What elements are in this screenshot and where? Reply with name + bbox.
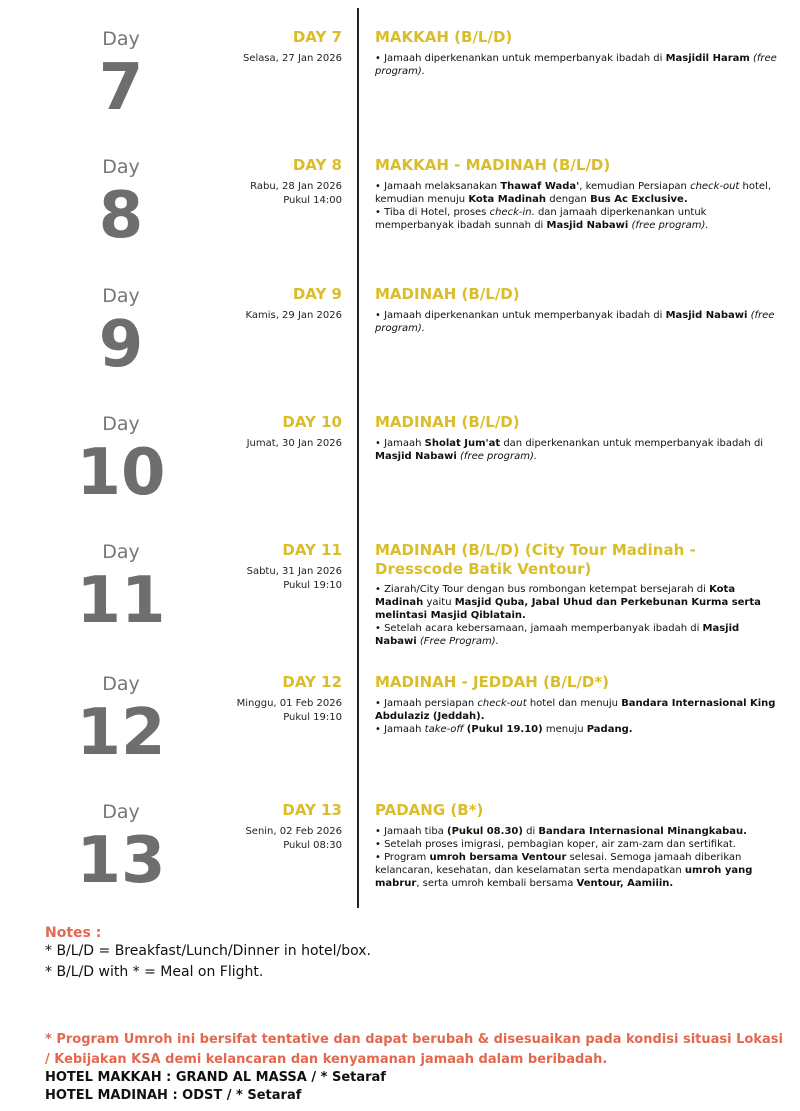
bold-text: Ventour, Aamiiin. — [576, 878, 674, 889]
text-segment: • Jamaah diperkenankan untuk memperbanyak ibadah di — [375, 310, 666, 321]
description-bullet — [375, 206, 780, 232]
day-date-line: Pukul 19:10 — [283, 712, 342, 723]
day-code: DAY 13 — [282, 801, 342, 819]
day-title: MADINAH (B/L/D) — [375, 285, 520, 303]
italic-text: (free program). — [631, 220, 709, 231]
bold-text: Masjid Nabawi — [375, 451, 457, 462]
description-bullet — [375, 437, 780, 463]
day-date-line: Minggu, 01 Feb 2026 — [236, 698, 342, 709]
text-segment: hotel dan menuju — [526, 698, 622, 709]
description-bullet — [375, 838, 780, 851]
text-segment: , serta umroh kembali bersama — [416, 878, 577, 889]
day-word-label: Day — [102, 541, 140, 563]
description-bullet — [375, 583, 780, 622]
day-date-line: Pukul 19:10 — [283, 580, 342, 591]
text-segment: • Setelah acara kebersamaan, jamaah memperbanyak ibadah di — [375, 623, 703, 634]
text-segment: selesai. Semoga jamaah diberikan kelancaran, kesehatan, dan keselamatan serta mendapatkan — [375, 852, 742, 876]
text-segment: • Setelah proses imigrasi, pembagian koper, air zam-zam dan sertifikat. — [375, 839, 736, 850]
day-date-line: Kamis, 29 Jan 2026 — [245, 310, 342, 321]
day-code: DAY 7 — [292, 28, 342, 46]
day-number: 12 — [76, 696, 166, 770]
day-number: 10 — [76, 436, 166, 510]
day-date-line: Selasa, 27 Jan 2026 — [242, 53, 342, 64]
bold-text: Masjid Nabawi — [546, 220, 629, 231]
bold-text: Kota Madinah — [468, 194, 547, 205]
day-title: MADINAH - JEDDAH (B/L/D*) — [375, 673, 610, 691]
bold-text: Bandara Internasional Minangkabau. — [538, 826, 747, 837]
day-date — [200, 697, 342, 725]
day-number: 7 — [98, 51, 144, 125]
text-segment: hotel, kemudian menuju — [375, 181, 772, 205]
bold-text: Masjid Nabawi — [375, 623, 740, 647]
notes-line-bld: * B/L/D = Breakfast/Lunch/Dinner in hotel/box. — [45, 943, 371, 959]
italic-text: take-off — [424, 724, 464, 735]
bold-text: Masjidil Haram — [665, 53, 750, 64]
bold-text: Thawaf Wada' — [500, 181, 580, 192]
day-description — [375, 180, 780, 232]
text-segment: dan jamaah diperkenankan untuk memperbanyak ibadah sunnah di — [375, 207, 707, 231]
day-code: DAY 8 — [292, 156, 342, 174]
italic-text: (free program). — [460, 451, 538, 462]
day-description — [375, 52, 780, 78]
text-segment: • Jamaah persiapan — [375, 698, 478, 709]
description-bullet — [375, 622, 780, 648]
bold-text: Masjid Quba, Jabal Uhud dan Perkebunan Kurma serta melintasi Masjid Qiblatain. — [375, 597, 761, 621]
bold-text: Bandara Internasional King Abdulaziz (Jeddah). — [375, 698, 776, 722]
description-bullet — [375, 723, 780, 736]
day-word-label: Day — [102, 28, 140, 50]
day-date — [200, 52, 342, 66]
hotel-madinah: HOTEL MADINAH : ODST / * Setaraf — [45, 1088, 302, 1103]
day-title: MAKKAH - MADINAH (B/L/D) — [375, 156, 611, 174]
text-segment: , kemudian Persiapan — [579, 181, 691, 192]
day-number: 8 — [98, 179, 144, 253]
timeline-divider — [357, 8, 359, 908]
day-code: DAY 12 — [282, 673, 342, 691]
day-description — [375, 437, 780, 463]
day-date-line: Jumat, 30 Jan 2026 — [246, 438, 342, 449]
text-segment: • Jamaah melaksanakan — [375, 181, 501, 192]
day-word-label: Day — [102, 801, 140, 823]
day-date — [200, 565, 342, 593]
day-description — [375, 697, 780, 736]
bold-text: Sholat Jum'at — [424, 438, 501, 449]
day-description — [375, 309, 780, 335]
italic-text: (free program). — [375, 53, 777, 77]
hotel-makkah: HOTEL MAKKAH : GRAND AL MASSA / * Setaraf — [45, 1070, 386, 1085]
day-date — [200, 309, 342, 323]
day-code: DAY 11 — [282, 541, 342, 559]
day-code: DAY 10 — [282, 413, 342, 431]
day-word-label: Day — [102, 285, 140, 307]
disclaimer-text: * Program Umroh ini bersifat tentative dan dapat berubah & disesuaikan pada kondisi situasi Lokasi / Kebijakan KSA demi kelancaran dan kenyamanan jamaah dalam beribadah. — [45, 1032, 783, 1067]
notes-title: Notes : — [45, 925, 102, 941]
day-number: 11 — [76, 564, 166, 638]
description-bullet — [375, 309, 780, 335]
bold-text: Masjid Nabawi — [665, 310, 748, 321]
italic-text: check-out — [477, 698, 527, 709]
text-segment: • Jamaah — [375, 438, 425, 449]
day-word-label: Day — [102, 156, 140, 178]
italic-text: check-out — [690, 181, 740, 192]
description-bullet — [375, 697, 780, 723]
text-segment: dan diperkenankan untuk memperbanyak ibadah di — [500, 438, 764, 449]
day-date — [200, 825, 342, 853]
bold-text: (Pukul 19.10) — [466, 724, 543, 735]
text-segment: • Program — [375, 852, 430, 863]
description-bullet — [375, 180, 780, 206]
day-date-line: Senin, 02 Feb 2026 — [245, 826, 342, 837]
bold-text: umroh yang mabrur — [375, 865, 753, 889]
day-date-line: Sabtu, 31 Jan 2026 — [246, 566, 342, 577]
bold-text: Padang. — [586, 724, 633, 735]
text-segment: • Jamaah diperkenankan untuk memperbanyak ibadah di — [375, 53, 666, 64]
day-title: MADINAH (B/L/D) (City Tour Madinah - Dresscode Batik Ventour) — [375, 541, 696, 578]
day-date — [200, 180, 342, 208]
text-segment: • Jamaah tiba — [375, 826, 448, 837]
day-description — [375, 825, 780, 890]
text-segment: • Jamaah — [375, 724, 425, 735]
notes-line-meal-flight: * B/L/D with * = Meal on Flight. — [45, 964, 264, 980]
day-date — [200, 437, 342, 451]
italic-text: (free program). — [375, 310, 775, 334]
text-segment: menuju — [542, 724, 587, 735]
day-date-line: Pukul 14:00 — [283, 195, 342, 206]
day-code: DAY 9 — [292, 285, 342, 303]
text-segment: di — [522, 826, 539, 837]
italic-text: check-in. — [489, 207, 535, 218]
day-title: PADANG (B*) — [375, 801, 484, 819]
day-number: 13 — [76, 824, 166, 898]
bold-text: Kota Madinah — [375, 584, 736, 608]
day-description — [375, 583, 780, 648]
day-word-label: Day — [102, 673, 140, 695]
text-segment: yaitu — [423, 597, 455, 608]
text-segment: dengan — [546, 194, 591, 205]
description-bullet — [375, 851, 780, 890]
day-date-line: Pukul 08:30 — [283, 840, 342, 851]
day-word-label: Day — [102, 413, 140, 435]
description-bullet — [375, 825, 780, 838]
day-number: 9 — [98, 308, 144, 382]
description-bullet — [375, 52, 780, 78]
bold-text: Bus Ac Exclusive. — [590, 194, 688, 205]
italic-text: (Free Program). — [419, 636, 499, 647]
day-title: MAKKAH (B/L/D) — [375, 28, 513, 46]
day-title: MADINAH (B/L/D) — [375, 413, 520, 431]
day-date-line: Rabu, 28 Jan 2026 — [250, 181, 342, 192]
text-segment: • Ziarah/City Tour dengan bus rombongan ketempat bersejarah di — [375, 584, 710, 595]
text-segment: • Tiba di Hotel, proses — [375, 207, 490, 218]
bold-text: umroh bersama Ventour — [429, 852, 567, 863]
bold-text: (Pukul 08.30) — [447, 826, 523, 837]
notes-section — [45, 925, 785, 983]
